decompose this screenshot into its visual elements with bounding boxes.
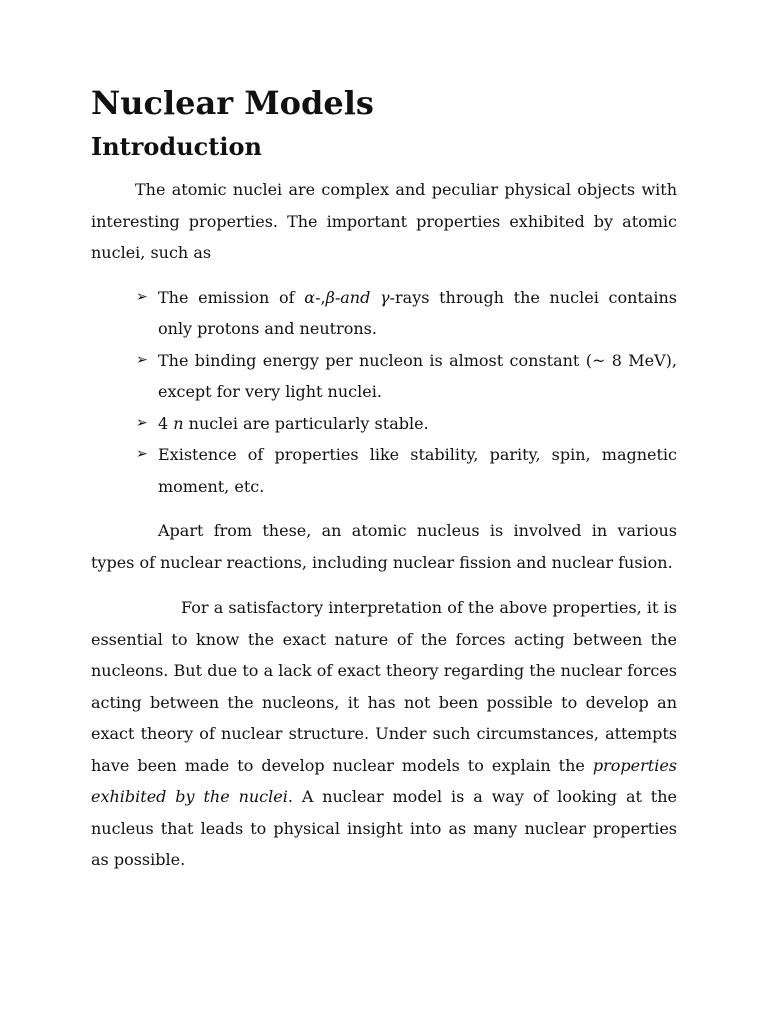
paragraph-3-italic: properties exhibited by the nuclei. — [91, 755, 677, 806]
arrow-bullet-icon: ➢ — [136, 351, 148, 368]
document-title: Nuclear Models — [91, 84, 374, 122]
bullet-text: Existence of properties like stability, parity, spin, magnetic moment, etc. — [158, 445, 677, 496]
properties-list — [91, 282, 677, 503]
gamma-symbol: γ — [380, 287, 390, 307]
bullet-text-prefix: The emission of — [158, 287, 305, 307]
bullet-text: The binding energy per nucleon is almost constant (~ 8 MeV), except for very light nuclei. — [158, 350, 677, 401]
paragraph-3-text-before: For a satisfactory interpretation of the above properties, it is essential to know the exact nature of the forces acting between the nucleons. But due to a lack of exact theory regarding the nuclear forces acting between the nucleons, it has not been possible to develop an exact theory of nuclear structure. Under such circumstances, attempts have been made to develop nuclear models to explain the — [91, 598, 677, 775]
arrow-bullet-icon: ➢ — [136, 446, 148, 462]
paragraph-3 — [91, 592, 677, 876]
n-symbol: n — [173, 413, 184, 433]
list-item — [136, 345, 677, 408]
list-item — [136, 408, 677, 440]
document-page — [91, 84, 678, 876]
and-text: -and — [334, 287, 381, 307]
list-item — [136, 282, 678, 345]
section-heading: Introduction — [91, 132, 262, 161]
intro-paragraph: The atomic nuclei are complex and peculiar physical objects with interesting properties. The important properties exhibited by atomic nuclei, such as — [91, 180, 677, 262]
bullet-text-suffix: -rays through the nuclei contains only protons and neutrons. — [158, 287, 678, 338]
bullet-text: nuclei are particularly stable. — [183, 413, 429, 433]
bullet-number: 4 — [158, 413, 174, 433]
paragraph-3-text-after: A nuclear model is a way of looking at the nucleus that leads to physical insight into as many nuclear properties as possible. — [91, 787, 678, 869]
paragraph-2: Apart from these, an atomic nucleus is involved in various types of nuclear reactions, including nuclear fission and nuclear fusion. — [91, 521, 677, 572]
arrow-bullet-icon: ➢ — [136, 288, 148, 305]
list-item — [136, 439, 677, 502]
arrow-bullet-icon: ➢ — [136, 414, 148, 431]
alpha-symbol: α — [304, 287, 316, 307]
bullet-text-sep: -, — [315, 287, 326, 307]
beta-symbol: β — [325, 287, 335, 307]
